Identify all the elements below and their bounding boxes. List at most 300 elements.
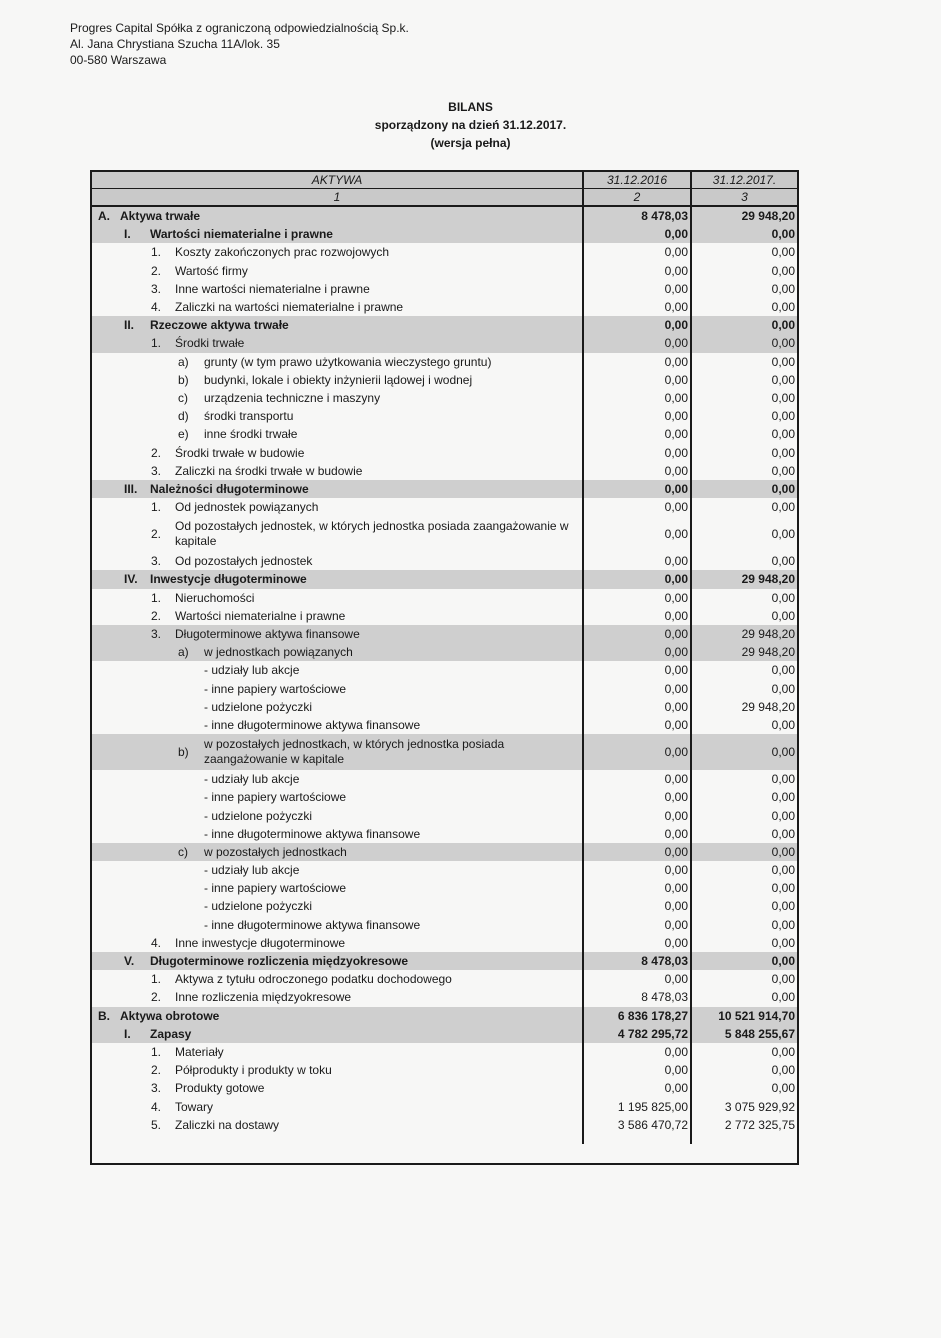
row-number: II. <box>124 318 135 333</box>
value-2017: 29 948,20 <box>691 643 797 661</box>
row-number: 5. <box>151 1117 162 1132</box>
table-row <box>92 243 797 261</box>
value-2017: 0,00 <box>691 462 797 480</box>
value-2016: 0,00 <box>583 389 691 407</box>
table-header-row <box>92 172 797 189</box>
value-2016: 0,00 <box>583 498 691 516</box>
row-label: budynki, lokale i obiekty inżynierii lądowej i wodnej <box>204 372 473 387</box>
row-label-cell <box>92 952 583 970</box>
table-row <box>92 680 797 698</box>
row-label-cell <box>92 389 583 407</box>
table-row <box>92 316 797 334</box>
row-label: Środki trwałe <box>175 336 245 351</box>
row-label: - udziały lub akcje <box>204 663 300 678</box>
table-row <box>92 988 797 1006</box>
value-2016: 8 478,03 <box>583 206 691 225</box>
row-label-cell <box>92 1097 583 1115</box>
row-label-cell <box>92 988 583 1006</box>
row-label-cell <box>92 570 583 588</box>
value-2017: 0,00 <box>691 243 797 261</box>
row-number: b) <box>178 745 189 760</box>
value-2017: 0,00 <box>691 280 797 298</box>
row-label: Od jednostek powiązanych <box>175 500 319 515</box>
row-label-cell <box>92 698 583 716</box>
value-2017: 0,00 <box>691 498 797 516</box>
value-2017: 29 948,20 <box>691 206 797 225</box>
row-number: 1. <box>151 1044 162 1059</box>
row-label: Nieruchomości <box>175 590 255 605</box>
table-row <box>92 734 797 770</box>
row-label: - udzielone pożyczki <box>204 699 313 714</box>
value-2016: 0,00 <box>583 516 691 552</box>
value-2017: 0,00 <box>691 770 797 788</box>
row-label: Aktywa z tytułu odroczonego podatku dochodowego <box>175 972 452 987</box>
value-2016: 0,00 <box>583 843 691 861</box>
row-label: - inne papiery wartościowe <box>204 881 347 896</box>
value-2017: 0,00 <box>691 552 797 570</box>
value-2017: 0,00 <box>691 788 797 806</box>
row-label: Rzeczowe aktywa trwałe <box>150 318 289 333</box>
row-label-cell <box>92 407 583 425</box>
table-row <box>92 770 797 788</box>
value-2016: 0,00 <box>583 316 691 334</box>
value-2016: 0,00 <box>583 280 691 298</box>
row-number: B. <box>98 1008 110 1023</box>
row-label-cell <box>92 498 583 516</box>
table-row <box>92 570 797 588</box>
row-label-cell <box>92 716 583 734</box>
row-label-cell <box>92 262 583 280</box>
row-number: IV. <box>124 572 138 587</box>
table-subheader-row <box>92 189 797 207</box>
value-2016: 0,00 <box>583 480 691 498</box>
table-row <box>92 389 797 407</box>
value-2017: 0,00 <box>691 680 797 698</box>
table-row <box>92 843 797 861</box>
row-label: w pozostałych jednostkach, w których jednostka posiada zaangażowanie w kapitale <box>204 737 505 767</box>
row-label: Inwestycje długoterminowe <box>150 572 307 587</box>
table-row <box>92 407 797 425</box>
value-2016: 0,00 <box>583 916 691 934</box>
row-number: b) <box>178 372 189 387</box>
value-2017: 5 848 255,67 <box>691 1025 797 1043</box>
table-row <box>92 934 797 952</box>
row-label-cell <box>92 734 583 770</box>
row-label: urządzenia techniczne i maszyny <box>204 390 381 405</box>
value-2017: 10 521 914,70 <box>691 1007 797 1025</box>
table-row <box>92 897 797 915</box>
row-label: - inne długoterminowe aktywa finansowe <box>204 917 421 932</box>
value-2017: 0,00 <box>691 861 797 879</box>
row-label: Towary <box>175 1099 214 1114</box>
table-row <box>92 788 797 806</box>
header-col-2017: 31.12.2017. <box>691 172 797 189</box>
row-number: a) <box>178 354 189 369</box>
value-2017: 0,00 <box>691 879 797 897</box>
value-2017: 0,00 <box>691 262 797 280</box>
row-label: Długoterminowe aktywa finansowe <box>175 627 360 642</box>
value-2017: 0,00 <box>691 843 797 861</box>
row-label-cell <box>92 1043 583 1061</box>
row-label-cell <box>92 443 583 461</box>
row-label: - udzielone pożyczki <box>204 808 313 823</box>
value-2017: 3 075 929,92 <box>691 1097 797 1115</box>
row-label-cell <box>92 788 583 806</box>
table-row <box>92 334 797 352</box>
row-label: Długoterminowe rozliczenia międzyokresowe <box>150 954 409 969</box>
row-label: Półprodukty i produkty w toku <box>175 1063 332 1078</box>
row-label-cell <box>92 861 583 879</box>
header-col-2016: 31.12.2016 <box>583 172 691 189</box>
value-2017: 0,00 <box>691 443 797 461</box>
value-2017: 0,00 <box>691 1061 797 1079</box>
row-label-cell <box>92 607 583 625</box>
value-2016: 0,00 <box>583 934 691 952</box>
value-2017: 0,00 <box>691 371 797 389</box>
row-label-cell <box>92 661 583 679</box>
row-label: Zaliczki na środki trwałe w budowie <box>175 463 363 478</box>
row-number: 1. <box>151 500 162 515</box>
row-label: Wartość firmy <box>175 263 248 278</box>
value-2017: 0,00 <box>691 516 797 552</box>
row-number: I. <box>124 1026 131 1041</box>
value-2017: 0,00 <box>691 806 797 824</box>
table-row <box>92 1116 797 1134</box>
row-label: - inne długoterminowe aktywa finansowe <box>204 717 421 732</box>
row-number: e) <box>178 427 189 442</box>
row-label: Zaliczki na wartości niematerialne i prawne <box>175 300 404 315</box>
table-row <box>92 952 797 970</box>
table-row <box>92 916 797 934</box>
value-2016: 0,00 <box>583 661 691 679</box>
row-label-cell <box>92 371 583 389</box>
table-row <box>92 1061 797 1079</box>
table-row <box>92 371 797 389</box>
value-2017: 0,00 <box>691 661 797 679</box>
row-label-cell <box>92 625 583 643</box>
row-label-cell <box>92 843 583 861</box>
row-label: Aktywa trwałe <box>120 209 201 224</box>
row-label: grunty (w tym prawo użytkowania wieczystego gruntu) <box>204 354 492 369</box>
value-2017: 0,00 <box>691 389 797 407</box>
value-2017: 0,00 <box>691 425 797 443</box>
value-2016: 0,00 <box>583 407 691 425</box>
row-label: w pozostałych jednostkach <box>204 844 347 859</box>
value-2016: 0,00 <box>583 262 691 280</box>
row-label-cell <box>92 243 583 261</box>
row-number: 1. <box>151 245 162 260</box>
row-label: Aktywa obrotowe <box>120 1008 220 1023</box>
value-2017: 0,00 <box>691 734 797 770</box>
value-2016: 0,00 <box>583 225 691 243</box>
document-title <box>0 98 941 152</box>
row-label-cell <box>92 298 583 316</box>
row-label: Należności długoterminowe <box>150 481 309 496</box>
row-number: 2. <box>151 527 162 542</box>
table-row <box>92 1025 797 1043</box>
title-line-3: (wersja pełna) <box>430 136 511 150</box>
row-label-cell <box>92 462 583 480</box>
row-number: 3. <box>151 554 162 569</box>
value-2016: 0,00 <box>583 443 691 461</box>
value-2016: 0,00 <box>583 1043 691 1061</box>
row-label-cell <box>92 1116 583 1134</box>
row-label: Od pozostałych jednostek <box>175 554 313 569</box>
row-label: Środki trwałe w budowie <box>175 445 305 460</box>
row-label: Materiały <box>175 1044 224 1059</box>
filler-row <box>92 1134 797 1144</box>
value-2017: 0,00 <box>691 316 797 334</box>
value-2016: 0,00 <box>583 970 691 988</box>
value-2016: 0,00 <box>583 897 691 915</box>
row-number: 4. <box>151 300 162 315</box>
table-row <box>92 353 797 371</box>
value-2016: 0,00 <box>583 861 691 879</box>
row-label-cell <box>92 916 583 934</box>
value-2017: 0,00 <box>691 988 797 1006</box>
row-number: I. <box>124 227 131 242</box>
title-line-1: BILANS <box>448 100 493 114</box>
value-2017: 0,00 <box>691 480 797 498</box>
value-2017: 0,00 <box>691 298 797 316</box>
value-2016: 0,00 <box>583 243 691 261</box>
table-row <box>92 879 797 897</box>
company-street: Al. Jana Chrystiana Szucha 11A/lok. 35 <box>70 37 280 51</box>
row-label: Od pozostałych jednostek, w których jednostka posiada zaangażowanie w kapitale <box>175 519 569 549</box>
title-line-2: sporządzony na dzień 31.12.2017. <box>374 118 567 132</box>
table-row <box>92 1043 797 1061</box>
row-label-cell <box>92 770 583 788</box>
value-2016: 0,00 <box>583 371 691 389</box>
row-label: - udziały lub akcje <box>204 772 300 787</box>
row-label-cell <box>92 934 583 952</box>
row-label-cell <box>92 480 583 498</box>
subheader-label: 1 <box>92 189 583 207</box>
row-label-cell <box>92 879 583 897</box>
row-number: c) <box>178 390 188 405</box>
table-row <box>92 206 797 225</box>
table-row <box>92 698 797 716</box>
table-row <box>92 480 797 498</box>
value-2017: 0,00 <box>691 1079 797 1097</box>
row-label: Wartości niematerialne i prawne <box>150 227 333 242</box>
header-label: AKTYWA <box>92 172 583 189</box>
table-row <box>92 806 797 824</box>
value-2016: 0,00 <box>583 625 691 643</box>
row-number: 2. <box>151 608 162 623</box>
table-row <box>92 262 797 280</box>
row-label: - inne długoterminowe aktywa finansowe <box>204 826 421 841</box>
value-2016: 8 478,03 <box>583 988 691 1006</box>
row-number: c) <box>178 844 188 859</box>
row-number: 1. <box>151 336 162 351</box>
row-label-cell <box>92 334 583 352</box>
value-2017: 29 948,20 <box>691 625 797 643</box>
value-2017: 0,00 <box>691 897 797 915</box>
row-label-cell <box>92 316 583 334</box>
row-label-cell <box>92 516 583 552</box>
row-label: inne środki trwałe <box>204 427 298 442</box>
row-number: 4. <box>151 935 162 950</box>
table-row <box>92 498 797 516</box>
row-number: 3. <box>151 281 162 296</box>
row-number: 1. <box>151 590 162 605</box>
row-label: Wartości niematerialne i prawne <box>175 608 346 623</box>
table-row <box>92 1007 797 1025</box>
value-2016: 0,00 <box>583 1079 691 1097</box>
row-label: Produkty gotowe <box>175 1081 265 1096</box>
table-row <box>92 516 797 552</box>
table-row <box>92 716 797 734</box>
row-label: - udzielone pożyczki <box>204 899 313 914</box>
value-2016: 0,00 <box>583 770 691 788</box>
row-label-cell <box>92 1007 583 1025</box>
row-label-cell <box>92 1025 583 1043</box>
table-row <box>92 425 797 443</box>
company-name: Progres Capital Spółka z ograniczoną odpowiedzialnością Sp.k. <box>70 21 409 35</box>
row-number: 1. <box>151 972 162 987</box>
value-2016: 0,00 <box>583 589 691 607</box>
row-label: - inne papiery wartościowe <box>204 790 347 805</box>
row-label-cell <box>92 280 583 298</box>
row-label-cell <box>92 680 583 698</box>
row-label-cell <box>92 425 583 443</box>
value-2016: 0,00 <box>583 353 691 371</box>
value-2016: 0,00 <box>583 298 691 316</box>
row-number: 2. <box>151 1063 162 1078</box>
value-2016: 6 836 178,27 <box>583 1007 691 1025</box>
value-2017: 0,00 <box>691 225 797 243</box>
value-2016: 0,00 <box>583 734 691 770</box>
table-row <box>92 589 797 607</box>
table-row <box>92 462 797 480</box>
row-label: środki transportu <box>204 409 294 424</box>
value-2017: 0,00 <box>691 353 797 371</box>
table-row <box>92 552 797 570</box>
row-number: 3. <box>151 463 162 478</box>
value-2017: 0,00 <box>691 716 797 734</box>
row-label: Inne wartości niematerialne i prawne <box>175 281 370 296</box>
row-number: 3. <box>151 1081 162 1096</box>
subheader-col-3: 3 <box>691 189 797 207</box>
value-2016: 0,00 <box>583 643 691 661</box>
value-2017: 0,00 <box>691 334 797 352</box>
value-2017: 0,00 <box>691 407 797 425</box>
value-2017: 0,00 <box>691 934 797 952</box>
table-row <box>92 1097 797 1115</box>
table-row <box>92 861 797 879</box>
row-label-cell <box>92 552 583 570</box>
value-2016: 0,00 <box>583 425 691 443</box>
balance-sheet-table <box>90 170 799 1165</box>
subheader-col-2: 2 <box>583 189 691 207</box>
row-label-cell <box>92 643 583 661</box>
row-label-cell <box>92 206 583 225</box>
value-2016: 3 586 470,72 <box>583 1116 691 1134</box>
value-2016: 0,00 <box>583 716 691 734</box>
row-label-cell <box>92 825 583 843</box>
table-row <box>92 825 797 843</box>
row-label-cell <box>92 589 583 607</box>
row-label: Zapasy <box>150 1026 192 1041</box>
row-label: Inne rozliczenia międzyokresowe <box>175 990 352 1005</box>
table-row <box>92 625 797 643</box>
value-2016: 0,00 <box>583 570 691 588</box>
value-2016: 0,00 <box>583 806 691 824</box>
table-row <box>92 607 797 625</box>
value-2016: 0,00 <box>583 607 691 625</box>
company-city: 00-580 Warszawa <box>70 53 167 67</box>
row-number: 2. <box>151 445 162 460</box>
row-number: A. <box>98 209 110 224</box>
value-2017: 0,00 <box>691 916 797 934</box>
value-2017: 0,00 <box>691 825 797 843</box>
value-2017: 29 948,20 <box>691 570 797 588</box>
row-label: Zaliczki na dostawy <box>175 1117 280 1132</box>
row-label-cell <box>92 1079 583 1097</box>
value-2016: 0,00 <box>583 334 691 352</box>
row-label-cell <box>92 225 583 243</box>
row-number: 4. <box>151 1099 162 1114</box>
value-2017: 0,00 <box>691 952 797 970</box>
table-row <box>92 643 797 661</box>
row-label: - inne papiery wartościowe <box>204 681 347 696</box>
value-2016: 0,00 <box>583 788 691 806</box>
value-2016: 0,00 <box>583 1061 691 1079</box>
value-2016: 0,00 <box>583 698 691 716</box>
value-2016: 0,00 <box>583 825 691 843</box>
table-row <box>92 280 797 298</box>
row-number: III. <box>124 481 138 496</box>
row-label-cell <box>92 806 583 824</box>
value-2016: 1 195 825,00 <box>583 1097 691 1115</box>
value-2017: 0,00 <box>691 970 797 988</box>
value-2017: 2 772 325,75 <box>691 1116 797 1134</box>
table-row <box>92 298 797 316</box>
table-row <box>92 1079 797 1097</box>
row-number: d) <box>178 409 189 424</box>
value-2016: 8 478,03 <box>583 952 691 970</box>
value-2017: 0,00 <box>691 607 797 625</box>
row-label: Koszty zakończonych prac rozwojowych <box>175 245 390 260</box>
row-number: 2. <box>151 263 162 278</box>
table-row <box>92 225 797 243</box>
company-address <box>70 20 409 68</box>
row-label-cell <box>92 1061 583 1079</box>
row-label-cell <box>92 897 583 915</box>
value-2016: 4 782 295,72 <box>583 1025 691 1043</box>
table-row <box>92 970 797 988</box>
table-row <box>92 661 797 679</box>
value-2016: 0,00 <box>583 552 691 570</box>
table-row <box>92 443 797 461</box>
row-label-cell <box>92 970 583 988</box>
row-label: - udziały lub akcje <box>204 863 300 878</box>
value-2016: 0,00 <box>583 879 691 897</box>
value-2017: 0,00 <box>691 589 797 607</box>
value-2017: 29 948,20 <box>691 698 797 716</box>
value-2016: 0,00 <box>583 680 691 698</box>
row-number: a) <box>178 645 189 660</box>
row-number: 3. <box>151 627 162 642</box>
value-2016: 0,00 <box>583 462 691 480</box>
row-label: w jednostkach powiązanych <box>204 645 353 660</box>
row-label: Inne inwestycje długoterminowe <box>175 935 346 950</box>
row-label-cell <box>92 353 583 371</box>
row-number: 2. <box>151 990 162 1005</box>
row-number: V. <box>124 954 135 969</box>
value-2017: 0,00 <box>691 1043 797 1061</box>
